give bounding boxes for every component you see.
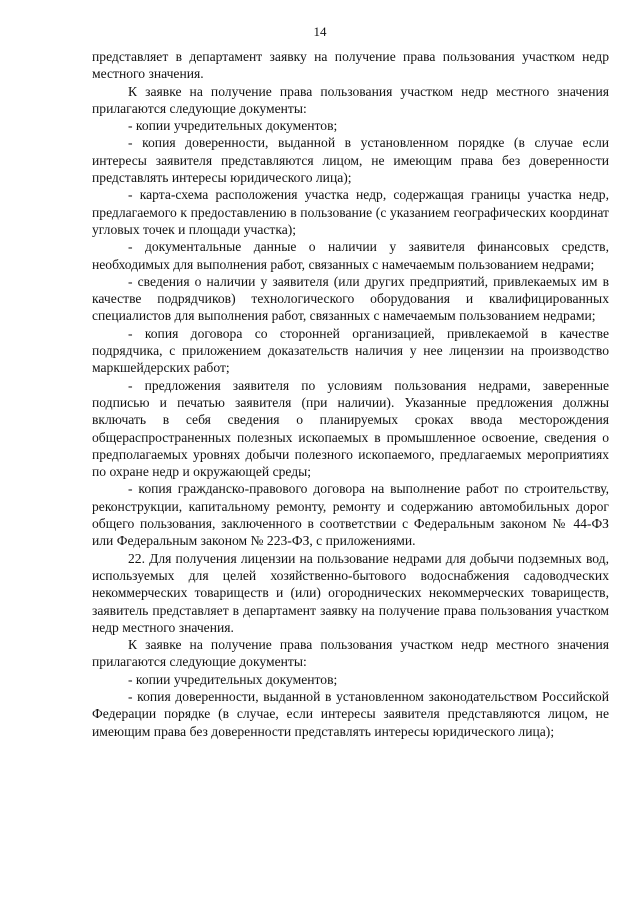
list-item-founding-documents-2: - копии учредительных документов; — [128, 671, 338, 687]
list-item-power-of-attorney: - копия доверенности, выданной в установленном порядке (в случае если интересы заявителя представляются лицом, не имеющим права без доверенности представлять интересы юридического лица); — [92, 135, 609, 186]
list-item-site-map: - карта-схема расположения участка недр, содержащая границы участка недр, предлагаемого к предоставлению в пользование (с указанием географических координат угловых точек и площади участка); — [92, 187, 609, 237]
list-item-financial-data: - документальные данные о наличии у заявителя финансовых средств, необходимых для выполнения работ, связанных с намечаемым пользованием недрами; — [92, 239, 609, 272]
list-item-power-of-attorney-2: - копия доверенности, выданной в установленном законодательством Российской Федерации порядке (в случае, если интересы заявителя представляются лицом, не имеющим права без доверенности представлять интересы юридического лица); — [92, 688, 609, 739]
paragraph-continuation: представляет в департамент заявку на получение права пользования участком недр местного значения. — [92, 49, 609, 82]
list-item-contractor-agreement: - копия договора со сторонней организацией, привлекаемой в качестве подрядчика, с приложением доказательств наличия у нее лицензии на производство маркшейдерских работ; — [92, 325, 609, 376]
list-item-usage-proposals: - предложения заявителя по условиям пользования недрами, заверенные подписью и печатью заявителя (при наличии). Указанные предложения должны включать в себя сведения о планируемых сроках ввода месторождения общераспространенных полезных ископаемых в промышленное освоение, сведения о предполагаемых уровнях добычи полезного ископаемого, предлагаемых мероприятиях по охране недр и окружающей среды; — [92, 377, 609, 480]
list-item-founding-documents: - копии учредительных документов; — [128, 118, 338, 134]
paragraph-documents-intro: К заявке на получение права пользования участком недр местного значения прилагаются следующие документы: — [92, 83, 609, 116]
paragraph-documents-intro-2: К заявке на получение права пользования участком недр местного значения прилагаются следующие документы: — [92, 637, 609, 670]
list-item-equipment-specialists: - сведения о наличии у заявителя (или других предприятий, привлекаемых им в качестве подрядчиков) технологического оборудования и квалифицированных специалистов для выполнения работ, связанных с намечаемым пользованием недрами; — [92, 273, 609, 324]
document-body — [92, 48, 609, 740]
page-number: 14 — [313, 24, 327, 39]
paragraph-clause-22: 22. Для получения лицензии на пользование недрами для добычи подземных вод, используемых для целей хозяйственно-бытового водоснабжения садоводческих некоммерческих товариществ и (или) огороднических некоммерческих товариществ, заявитель представляет в департамент заявку на получение права пользования участком недр местного значения. — [92, 550, 609, 635]
list-item-civil-contract: - копия гражданско-правового договора на выполнение работ по строительству, реконструкции, капитальному ремонту, ремонту и содержанию автомобильных дорог общего пользования, заключенного в соответствии с Федеральным законом № 44-ФЗ или Федеральным законом № 223-ФЗ, с приложениями. — [92, 481, 609, 549]
